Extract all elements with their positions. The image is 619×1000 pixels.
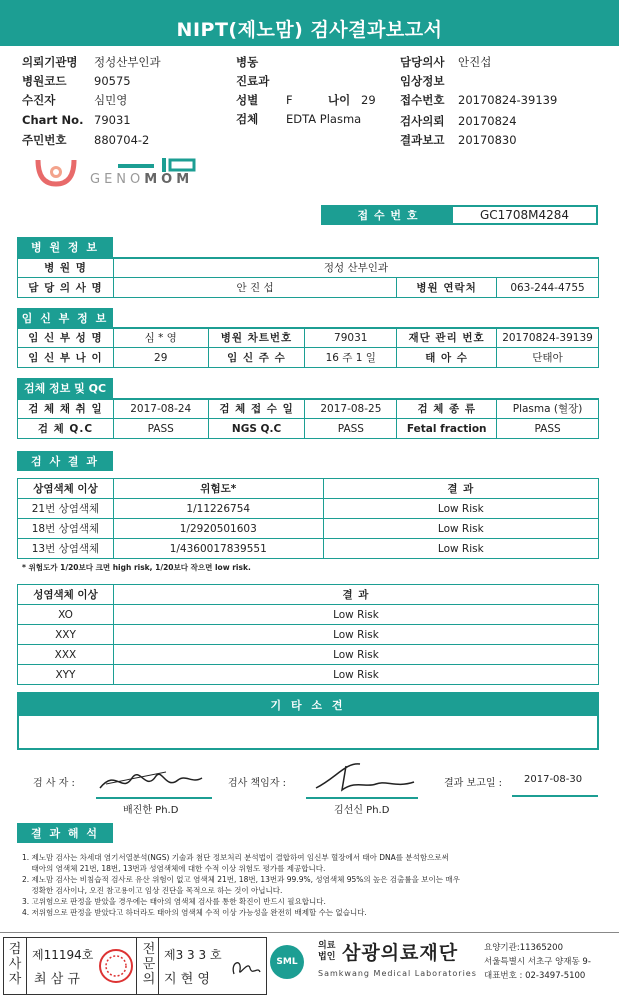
hospital-name-label: 병 원 명 (18, 258, 114, 278)
org-prefix-bottom: 법인 (318, 952, 336, 962)
autosome-result: Low Risk (323, 519, 598, 539)
footer-examiner-name: 최 삼 규 (34, 972, 80, 987)
autosome-chromosome: 13번 상염색체 (18, 539, 114, 559)
specimen-ff-label: Fetal fraction (397, 419, 497, 439)
table-row (18, 605, 599, 625)
accession-box (321, 205, 598, 225)
genomom-logo-wordmark (118, 158, 208, 172)
interpretation-line: 4. 저위험으로 판정을 받았다고 하더라도 태아의 염색체 수적 이상 가능성을 완전히 배제할 수는 없습니다. (22, 908, 367, 917)
report-date-signature-value: 2017-08-30 (524, 774, 583, 785)
sex-karyotype: XXY (18, 625, 114, 645)
accession-label: 접 수 번 호 (323, 207, 453, 223)
mother-fetus-value: 단태아 (497, 348, 599, 368)
mother-fetus-label: 태 아 수 (397, 348, 497, 368)
clinical-label: 임상정보 (400, 74, 445, 88)
footer (0, 932, 619, 1000)
autosome-risk: 1/4360017839551 (113, 539, 323, 559)
specimen-ngs-value: PASS (305, 419, 397, 439)
examiner-label: 검 사 자 : (33, 778, 75, 789)
examiner-name: 배진한 Ph.D (123, 805, 179, 816)
hospital-phone-value: 063-244-4755 (497, 278, 599, 298)
examiner-seal (98, 948, 134, 984)
misc-findings-content (19, 716, 597, 724)
chart-label: Chart No. (22, 113, 84, 127)
sex-result: Low Risk (113, 605, 598, 625)
sex-header-abnormality: 성염색체 이상 (18, 585, 114, 605)
footer-doctor-license: 제3 3 3 호 (164, 948, 222, 962)
footer-examiner-vlabel: 검사자 (8, 942, 22, 987)
genomom-logo-icon (34, 158, 78, 188)
id-value: 880704-2 (94, 133, 150, 147)
specimen-type-label: 검 체 종 류 (397, 399, 497, 419)
doctor-value: 안진섭 (458, 55, 492, 69)
mother-name-value: 심 * 영 (113, 328, 208, 348)
footer-divider (136, 938, 137, 994)
sex-chromosome-results-table (17, 584, 599, 685)
interpretation-text (22, 852, 602, 918)
mother-table (17, 327, 599, 368)
mother-age-label: 임 신 부 나 이 (18, 348, 114, 368)
specimen-value: EDTA Plasma (286, 112, 362, 126)
dept-label: 진료과 (236, 74, 270, 88)
mother-chart-label: 병원 차트번호 (208, 328, 305, 348)
doctor-signature (228, 952, 262, 982)
supervisor-signature (306, 758, 418, 796)
sex-result: Low Risk (113, 665, 598, 685)
logo-text-light: GENO (90, 172, 145, 187)
mother-name-label: 임 신 부 성 명 (18, 328, 114, 348)
report-date-label: 결과보고 (400, 133, 445, 147)
misc-findings-box (17, 692, 599, 750)
examiner-signature-line (96, 797, 212, 799)
specimen-qc-label: 검 체 Q.C (18, 419, 114, 439)
org-contact (484, 941, 616, 983)
footer-examiner-license: 제11194호 (32, 948, 94, 962)
specimen-label: 검체 (236, 112, 259, 126)
sex-value: F (286, 93, 293, 107)
specimen-collect-label: 검 체 채 취 일 (18, 399, 114, 419)
mother-weeks-label: 임 신 주 수 (208, 348, 305, 368)
ward-label: 병동 (236, 55, 259, 69)
org-prefix-top: 의료 (318, 941, 336, 951)
sex-karyotype: XYY (18, 665, 114, 685)
mother-chart-value: 79031 (305, 328, 397, 348)
sex-result: Low Risk (113, 625, 598, 645)
age-label: 나이 (328, 93, 351, 107)
mother-section-title: 임 신 부 정 보 (17, 308, 113, 328)
hospital-code-value: 90575 (94, 74, 131, 88)
autosome-chromosome: 21번 상염색체 (18, 499, 114, 519)
sex-header-result: 결 과 (113, 585, 598, 605)
table-row (18, 645, 599, 665)
interpretation-line: 태아의 염색체 21번, 18번, 13번과 성염색체에 대한 수적 이상 위험도 평가를 제공합니다. (22, 864, 326, 873)
autosome-header-abnormality: 상염색체 이상 (18, 479, 114, 499)
interpretation-line: 정확한 검사이나, 오진 참고용이고 임상 진단을 목적으로 하는 것이 아닙니다. (22, 886, 283, 895)
chart-value: 79031 (94, 113, 131, 127)
org-prefix (318, 941, 335, 963)
autosome-results-table (17, 478, 599, 559)
hospital-section-title: 병 원 정 보 (17, 237, 113, 257)
patient-label: 수진자 (22, 93, 56, 107)
interpretation-line: 2. 제노맘 검사는 비침습적 검사로 유산 위험이 없고 염색체 21번, 18번, 13번과 99.9%, 성염색체 95%의 높은 검출률을 보이는 매우 (22, 875, 460, 884)
logo-text-bold: MOM (144, 172, 194, 187)
genomom-logo-text (90, 172, 193, 187)
specimen-ngs-label: NGS Q.C (208, 419, 305, 439)
institution-label: 의뢰기관명 (22, 55, 78, 69)
id-label: 주민번호 (22, 133, 67, 147)
autosome-risk: 1/11226754 (113, 499, 323, 519)
hospital-table (17, 257, 599, 298)
mother-mgmt-label: 재단 관리 번호 (397, 328, 497, 348)
table-row (18, 519, 599, 539)
footer-organization (270, 937, 616, 995)
mother-mgmt-value: 20170824-39139 (497, 328, 599, 348)
institution-value: 정성산부인과 (94, 55, 161, 69)
doctor-label: 담당의사 (400, 55, 445, 69)
specimen-table (17, 398, 599, 439)
footer-signatures (3, 937, 267, 995)
specimen-collect-value: 2017-08-24 (113, 399, 208, 419)
examiner-signature (96, 764, 206, 796)
hospital-phone-label: 병원 연락처 (397, 278, 497, 298)
table-row (18, 539, 599, 559)
sex-karyotype: XO (18, 605, 114, 625)
autosome-header-result: 결 과 (323, 479, 598, 499)
interpretation-title: 결 과 해 석 (17, 823, 113, 843)
org-name: 삼광의료재단 (342, 942, 459, 964)
misc-findings-title: 기 타 소 견 (19, 694, 597, 716)
table-row (18, 665, 599, 685)
age-value: 29 (361, 93, 376, 107)
specimen-section-title: 검체 정보 및 QC (17, 378, 113, 398)
genomom-logo (18, 158, 218, 200)
receipt-label: 접수번호 (400, 93, 445, 107)
sex-label: 성별 (236, 93, 259, 107)
report-header (0, 0, 619, 46)
mother-age-value: 29 (113, 348, 208, 368)
report-date-signature-label: 결과 보고일 : (444, 778, 503, 789)
hospital-doctor-value: 안 진 섭 (113, 278, 396, 298)
interpretation-line: 3. 고위험으로 판정을 받았을 경우에는 태아의 염색체 검사를 통한 확진이 반드시 필요합니다. (22, 897, 326, 906)
org-code: 요양기관:11365200 (484, 943, 563, 953)
request-info (0, 46, 619, 158)
org-address: 서울특별시 서초구 양재동 9- (484, 957, 591, 967)
specimen-receive-label: 검 체 접 수 일 (208, 399, 305, 419)
mother-weeks-value: 16 주 1 일 (305, 348, 397, 368)
request-value: 20170824 (458, 114, 517, 128)
org-phone: 대표번호 : 02-3497-5100 (484, 971, 586, 981)
results-section-title: 검 사 결 과 (17, 451, 113, 471)
risk-footnote: * 위험도가 1/20보다 크면 high risk, 1/20보다 작으면 low risk. (22, 563, 251, 572)
report-date-line (512, 795, 598, 797)
hospital-code-label: 병원코드 (22, 74, 67, 88)
footer-doctor-vlabel: 전문의 (142, 942, 156, 987)
accession-value: GC1708M4284 (479, 208, 570, 222)
request-label: 검사의뢰 (400, 114, 445, 128)
supervisor-label: 검사 책임자 : (228, 778, 287, 789)
receipt-value: 20170824-39139 (458, 93, 558, 107)
supervisor-name: 김선신 Ph.D (334, 805, 390, 816)
hospital-doctor-label: 담 당 의 사 명 (18, 278, 114, 298)
specimen-type-value: Plasma (혈장) (497, 399, 599, 419)
org-english: Samkwang Medical Laboratories (318, 969, 477, 978)
footer-divider (26, 938, 27, 994)
table-row (18, 625, 599, 645)
autosome-chromosome: 18번 상염색체 (18, 519, 114, 539)
hospital-name-value: 정성 산부인과 (113, 258, 598, 278)
report-title: NIPT(제노맘) 검사결과보고서 (0, 10, 619, 46)
patient-value: 심민영 (94, 93, 128, 107)
footer-divider (158, 938, 159, 994)
report-date-value: 20170830 (458, 133, 517, 147)
interpretation-line: 1. 제노맘 검사는 차세대 염기서열분석(NGS) 기술과 첨단 정보처리 분석법이 결합하여 임신부 혈장에서 태아 DNA를 분석함으로써 (22, 853, 449, 862)
specimen-ff-value: PASS (497, 419, 599, 439)
supervisor-signature-line (306, 797, 418, 799)
sml-logo-icon: SML (270, 945, 304, 979)
sex-result: Low Risk (113, 645, 598, 665)
autosome-header-risk: 위험도* (113, 479, 323, 499)
autosome-risk: 1/2920501603 (113, 519, 323, 539)
sex-karyotype: XXX (18, 645, 114, 665)
specimen-qc-value: PASS (113, 419, 208, 439)
footer-doctor-name: 지 현 영 (164, 972, 210, 987)
autosome-result: Low Risk (323, 539, 598, 559)
autosome-result: Low Risk (323, 499, 598, 519)
specimen-receive-value: 2017-08-25 (305, 399, 397, 419)
table-row (18, 499, 599, 519)
